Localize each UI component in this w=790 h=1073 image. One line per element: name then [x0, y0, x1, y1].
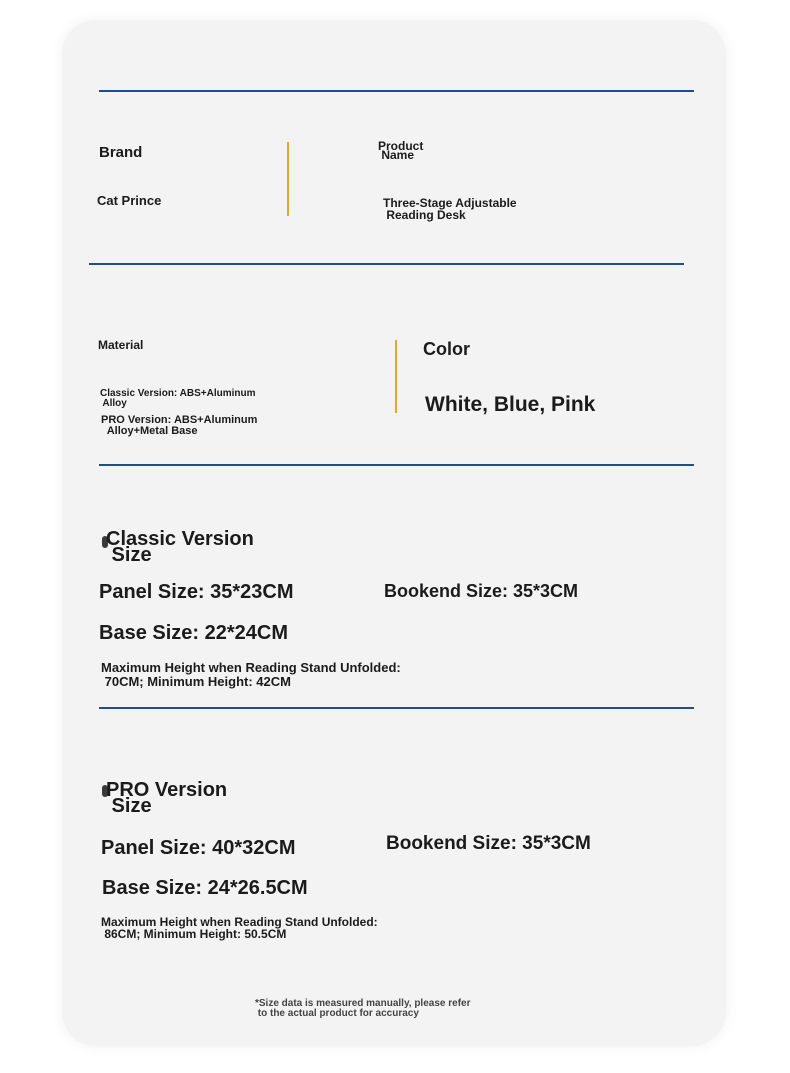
classic-bookend-size: Bookend Size: 35*3CM: [384, 581, 579, 601]
product-name-label: Product Name: [378, 139, 424, 162]
material-pro: PRO Version: ABS+Aluminum Alloy+Metal Base: [101, 414, 258, 437]
classic-size-heading: Classic Version Size: [106, 528, 254, 566]
color-label: Color: [423, 339, 470, 359]
product-name-value: Three-Stage Adjustable Reading Desk: [383, 196, 517, 222]
classic-panel-size: Panel Size: 35*23CM: [99, 581, 294, 603]
footnote: *Size data is measured manually, please refer to the actual product for accuracy: [255, 998, 471, 1019]
brand-label: Brand: [99, 144, 143, 161]
pro-size-heading: PRO Version Size: [106, 779, 228, 817]
pro-panel-size: Panel Size: 40*32CM: [101, 837, 296, 859]
divider-3: [99, 464, 694, 466]
material-label: Material: [98, 338, 144, 352]
divider-2: [89, 263, 684, 265]
color-value: White, Blue, Pink: [425, 393, 596, 416]
pro-height: Maximum Height when Reading Stand Unfolded: 86CM; Minimum Height: 50.5CM: [101, 915, 378, 941]
brand-value: Cat Prince: [97, 193, 162, 208]
classic-height: Maximum Height when Reading Stand Unfolded: 70CM; Minimum Height: 42CM: [101, 660, 401, 689]
accent-rule-color: [395, 340, 397, 413]
divider-top: [99, 90, 694, 92]
accent-rule-brand: [287, 142, 289, 216]
pro-base-size: Base Size: 24*26.5CM: [102, 877, 308, 899]
divider-4: [99, 707, 694, 709]
pro-bookend-size: Bookend Size: 35*3CM: [386, 833, 591, 854]
material-classic: Classic Version: ABS+Aluminum Alloy: [100, 388, 256, 409]
classic-base-size: Base Size: 22*24CM: [99, 622, 288, 644]
